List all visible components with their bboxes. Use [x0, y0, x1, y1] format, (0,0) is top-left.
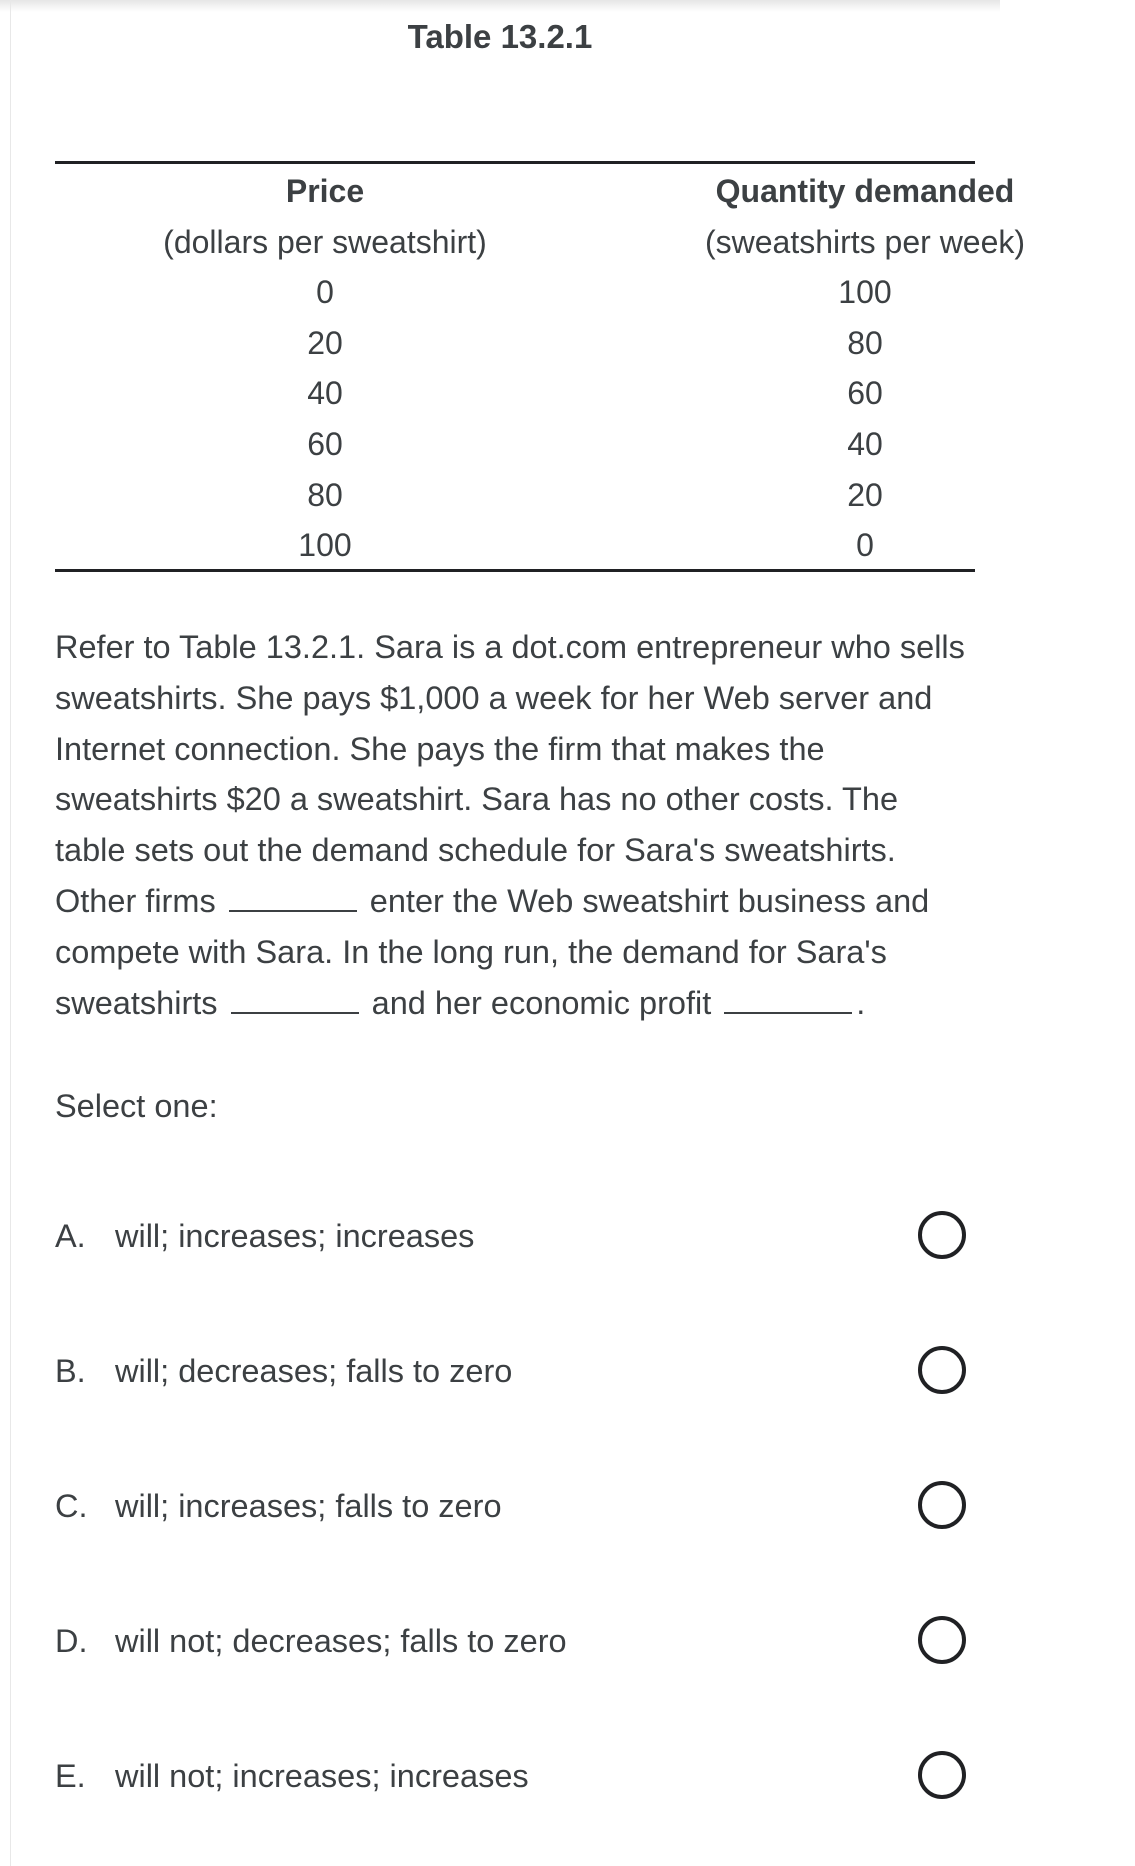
top-shadow: [0, 0, 1000, 12]
quantity-cell: 60: [847, 375, 883, 412]
option-letter: A.: [55, 1218, 86, 1254]
quantity-column: [595, 162, 1135, 571]
demand-table: [55, 162, 1026, 572]
option-text: will; increases; falls to zero: [115, 1488, 502, 1524]
price-column: [55, 162, 595, 571]
table-bottom-rule: [55, 569, 975, 572]
answer-blank-2: [231, 984, 359, 1014]
quantity-cell: 80: [847, 324, 883, 361]
option-letter: D.: [55, 1623, 88, 1659]
option-a[interactable]: [55, 1208, 975, 1268]
radio-button-e[interactable]: [918, 1751, 966, 1799]
question-part-4: .: [856, 984, 866, 1021]
option-text: will not; increases; increases: [115, 1758, 529, 1794]
price-header: Price: [285, 173, 365, 209]
select-one-label: Select one:: [55, 1088, 218, 1124]
question-part-1: Refer to Table 13.2.1. Sara is a dot.com entrepreneur who sells sweatshirts. She pays $1,000 a week for her Web server and Internet connection. She pays the firm that makes the sweatshirts $20 a sweatshirt. Sara has no other costs. The table sets out the demand schedule for Sara's sweatshirts. Other firms: [55, 629, 965, 919]
price-cell: 60: [307, 425, 343, 462]
option-letter: C.: [55, 1488, 88, 1524]
price-cell: 0: [316, 274, 334, 311]
question-part-2: enter the Web sweatshirt business and compete with Sara. In the long run, the demand for Sara's sweatshirts: [55, 882, 930, 1021]
radio-button-b[interactable]: [918, 1346, 966, 1394]
price-cell: 20: [307, 324, 343, 361]
table-title: Table 13.2.1: [407, 18, 593, 55]
price-subheader: (dollars per sweatshirt): [163, 223, 487, 260]
option-letter: B.: [55, 1353, 86, 1389]
quantity-cell: 20: [847, 476, 883, 513]
quantity-cell: 100: [838, 274, 892, 311]
option-text: will not; decreases; falls to zero: [115, 1623, 567, 1659]
price-cell: 40: [307, 375, 343, 412]
option-d[interactable]: [55, 1613, 975, 1673]
quantity-subheader: (sweatshirts per week): [704, 223, 1026, 260]
option-letter: E.: [55, 1758, 86, 1794]
price-cell: 100: [298, 527, 352, 564]
question-text: [55, 622, 975, 1028]
quantity-cell: 40: [847, 425, 883, 462]
answer-blank-1: [229, 882, 357, 912]
quantity-cell: 0: [856, 527, 874, 564]
option-c[interactable]: [55, 1478, 975, 1538]
option-e[interactable]: [55, 1748, 975, 1808]
radio-button-d[interactable]: [918, 1616, 966, 1664]
radio-button-c[interactable]: [918, 1481, 966, 1529]
radio-button-a[interactable]: [918, 1211, 966, 1259]
answer-blank-3: [724, 984, 852, 1014]
option-text: will; increases; increases: [115, 1218, 475, 1254]
question-part-3: and her economic profit: [371, 984, 712, 1021]
price-cell: 80: [307, 476, 343, 513]
left-border: [10, 0, 11, 1866]
quantity-header: Quantity demanded: [715, 173, 1015, 209]
option-b[interactable]: [55, 1343, 975, 1403]
option-text: will; decreases; falls to zero: [115, 1353, 513, 1389]
